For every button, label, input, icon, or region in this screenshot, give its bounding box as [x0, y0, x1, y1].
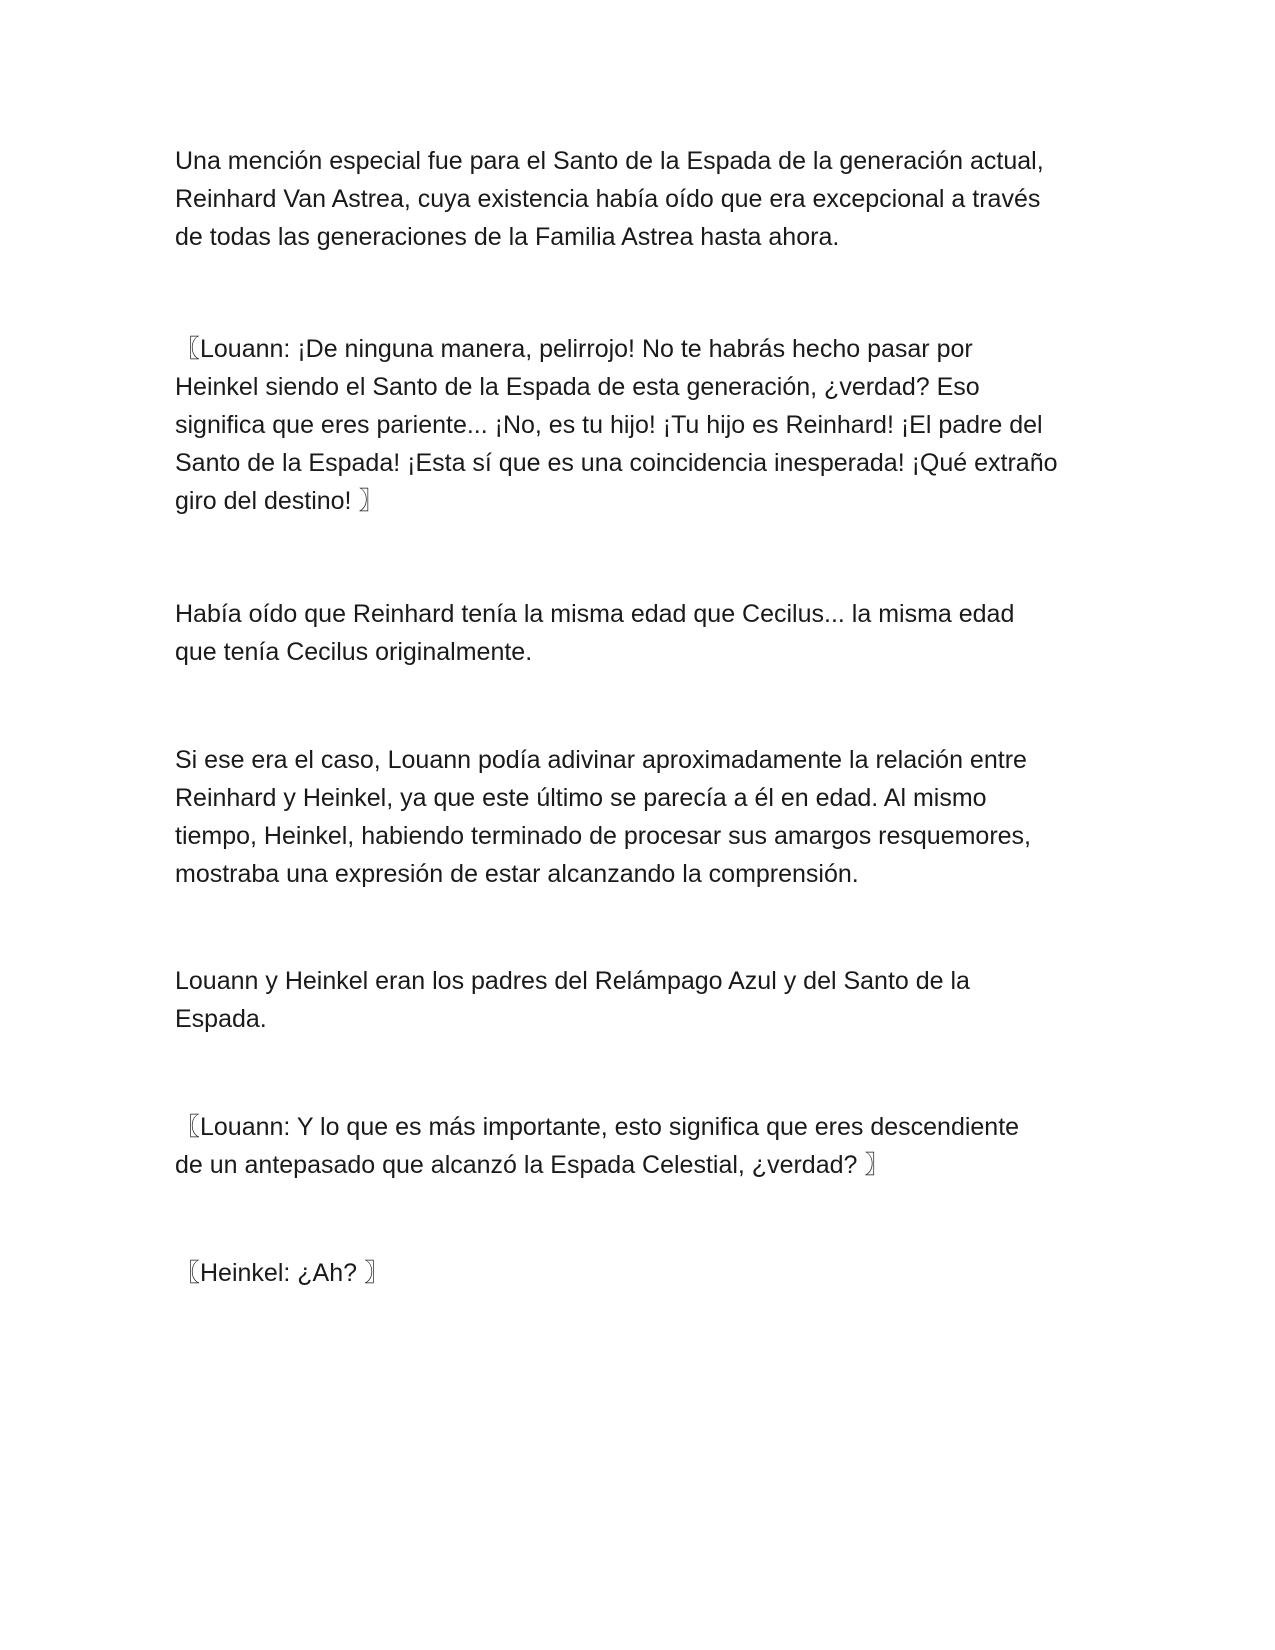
narration-paragraph-4: Louann y Heinkel eran los padres del Relámpago Azul y del Santo de la Espada. [175, 967, 970, 1033]
narration-paragraph-1: Una mención especial fue para el Santo de la Espada de la generación actual, Reinhard Van Astrea, cuya existencia había oído que era excepcional a través de todas las generaciones de la Familia Astrea hasta ahora. [175, 147, 1044, 251]
dialogue-louann-1: 〖Louann: ¡De ninguna manera, pelirrojo! No te habrás hecho pasar por Heinkel siendo el Santo de la Espada de esta generación, ¿verdad? Eso significa que eres pariente... ¡No, es tu hijo! ¡Tu hijo es Reinhard! ¡El padre del Santo de la Espada! ¡Esta sí que es una coincidencia inesperada! ¡Qué extraño giro del destino! 〗 [175, 335, 1058, 515]
dialogue-louann-2: 〖Louann: Y lo que es más importante, esto significa que eres descendiente de un antepasado que alcanzó la Espada Celestial, ¿verdad? 〗 [175, 1113, 1020, 1179]
dialogue-heinkel-1: 〖Heinkel: ¿Ah? 〗 [175, 1259, 389, 1287]
narration-paragraph-3: Si ese era el caso, Louann podía adivinar aproximadamente la relación entre Reinhard y Heinkel, ya que este último se parecía a él en edad. Al mismo tiempo, Heinkel, habiendo terminado de procesar sus amargos resquemores, mostraba una expresión de estar alcanzando la comprensión. [175, 746, 1032, 888]
narration-paragraph-2: Había oído que Reinhard tenía la misma edad que Cecilus... la misma edad que tenía Cecilus originalmente. [175, 600, 1015, 666]
